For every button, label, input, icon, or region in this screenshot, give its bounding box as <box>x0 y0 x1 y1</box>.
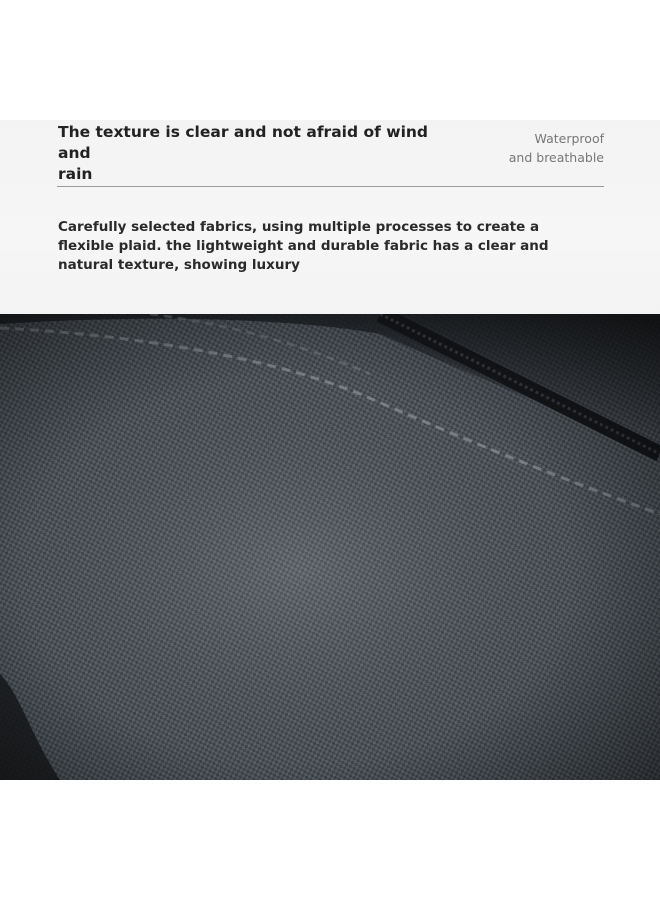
description-line-1: Carefully selected fabrics, using multiple processes to create a <box>58 219 540 235</box>
description <box>58 218 578 275</box>
feature-line-2: and breathable <box>508 150 604 165</box>
fabric-closeup-photo <box>0 314 660 780</box>
headline <box>58 122 458 185</box>
fabric-texture-image <box>0 314 660 780</box>
description-line-2: flexible plaid. the lightweight and durable fabric has a clear and <box>58 238 549 254</box>
divider <box>57 186 604 187</box>
headline-line-1: The texture is clear and not afraid of wind and <box>58 123 429 162</box>
feature-line-1: Waterproof <box>534 131 604 146</box>
headline-line-2: rain <box>58 165 93 183</box>
feature-note <box>509 129 604 167</box>
description-line-3: natural texture, showing luxury <box>58 257 300 273</box>
